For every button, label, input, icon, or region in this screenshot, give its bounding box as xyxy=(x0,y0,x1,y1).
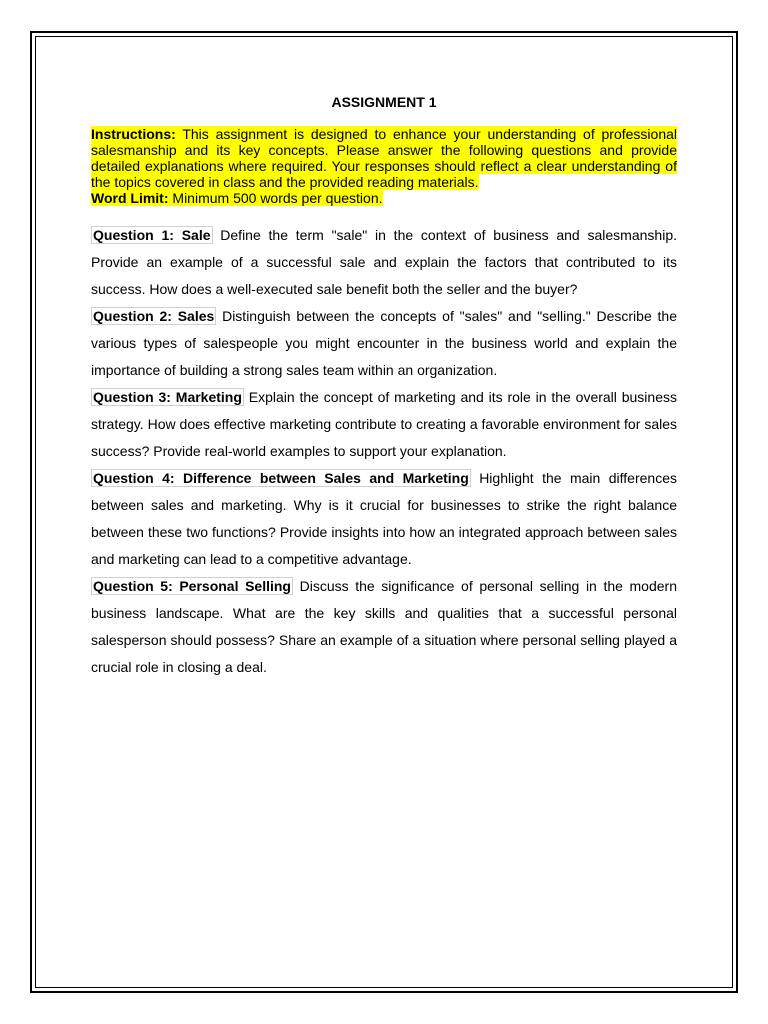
question-5-label: Question 5: Personal Selling xyxy=(93,578,291,594)
question-5 xyxy=(91,573,677,681)
instructions-label: Instructions: xyxy=(91,126,176,142)
word-limit-label: Word Limit: xyxy=(91,190,169,206)
question-3 xyxy=(91,384,677,465)
question-1 xyxy=(91,222,677,303)
question-2 xyxy=(91,303,677,384)
document-title: ASSIGNMENT 1 xyxy=(331,94,437,110)
question-4-label: Question 4: Difference between Sales and Marketing xyxy=(93,470,469,486)
word-limit-paragraph xyxy=(91,190,677,206)
question-3-text: Explain the concept of marketing and its role in the overall business strategy. How does effective marketing contribute to creating a favorable environment for sales success? Provide real-world examples to support your explanation. xyxy=(91,389,677,459)
question-3-label: Question 3: Marketing xyxy=(93,389,242,405)
instructions-paragraph xyxy=(91,126,677,190)
question-1-label: Question 1: Sale xyxy=(93,227,211,243)
question-1-text: Define the term "sale" in the context of business and salesmanship. Provide an example of a successful sale and explain the factors that contributed to its success. How does a well-executed sale benefit both the seller and the buyer? xyxy=(91,227,677,297)
question-4-text: Highlight the main differences between sales and marketing. Why is it crucial for businesses to strike the right balance between these two functions? Provide insights into how an integrated approach between sales and marketing can lead to a competitive advantage. xyxy=(91,470,677,567)
word-limit-text: Minimum 500 words per question. xyxy=(168,190,383,206)
question-2-text: Distinguish between the concepts of "sales" and "selling." Describe the various types of salespeople you might encounter in the business world and explain the importance of building a strong sales team within an organization. xyxy=(91,308,677,378)
question-5-text: Discuss the significance of personal selling in the modern business landscape. What are the key skills and qualities that a successful personal salesperson should possess? Share an example of a situation where personal selling played a crucial role in closing a deal. xyxy=(91,578,677,675)
question-4 xyxy=(91,465,677,573)
instructions-text: This assignment is designed to enhance your understanding of professional salesmanship and its key concepts. Please answer the following questions and provide detailed explanations where required. Your responses should reflect a clear understanding of the topics covered in class and the provided reading materials. xyxy=(91,126,677,190)
question-2-label: Question 2: Sales xyxy=(93,308,215,324)
document-body xyxy=(91,93,677,681)
